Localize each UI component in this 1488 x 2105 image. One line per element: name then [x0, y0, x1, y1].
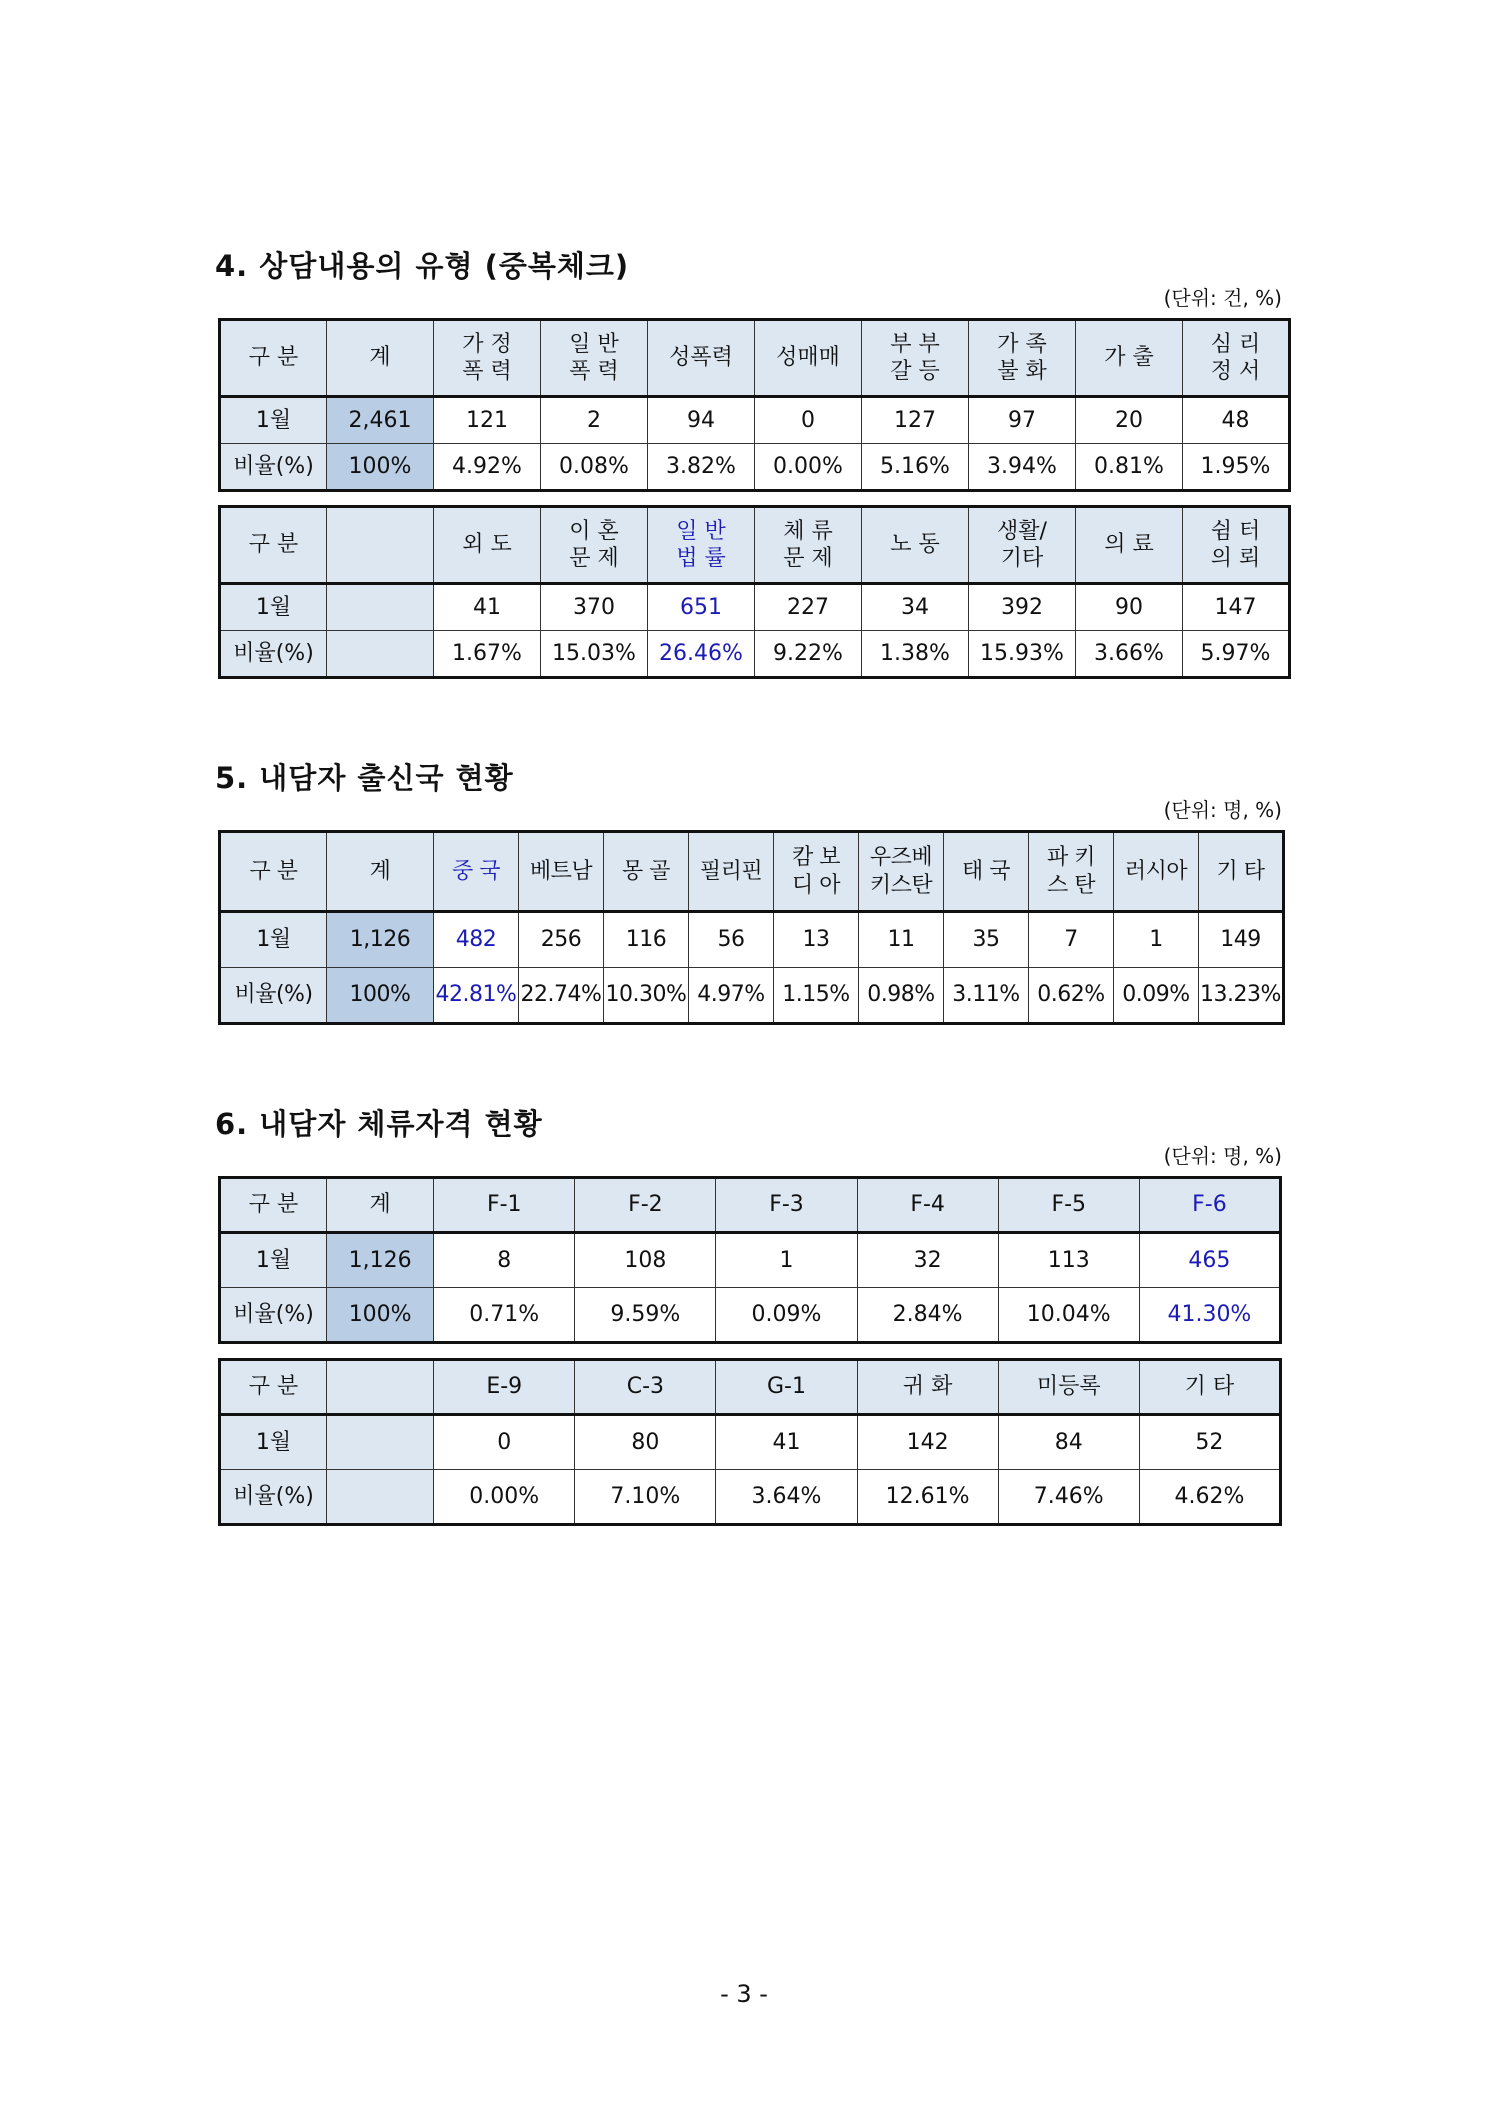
empty-cell [327, 631, 434, 678]
cell: 15.03% [541, 631, 648, 678]
empty-cell [327, 1470, 434, 1525]
row-label: 1월 [220, 397, 327, 444]
header-cell: 필리핀 [689, 832, 774, 912]
cell: 121 [434, 397, 541, 444]
cell: 465 [1139, 1233, 1280, 1288]
s4-table-1 [218, 318, 1291, 492]
table-row [220, 912, 1284, 968]
empty-cell [327, 1415, 434, 1470]
cell: 1.15% [774, 968, 859, 1024]
header-cell: 계 [327, 832, 434, 912]
cell: 41 [716, 1415, 857, 1470]
cell: 1.95% [1183, 444, 1290, 491]
header-cell: 가 족 불 화 [969, 320, 1076, 397]
cell: 22.74% [519, 968, 604, 1024]
header-cell: F-6 [1139, 1178, 1280, 1233]
header-cell: 쉼 터 의 뢰 [1183, 507, 1290, 584]
s5-table-1 [218, 830, 1285, 1025]
cell: 3.82% [648, 444, 755, 491]
table-row [220, 631, 1290, 678]
header-cell: F-5 [998, 1178, 1139, 1233]
table-row [220, 1470, 1281, 1525]
header-cell: 일 반 법 률 [648, 507, 755, 584]
section-6-title: 6. 내담자 체류자격 현황 [215, 1107, 543, 1141]
header-cell: 가 정 폭 력 [434, 320, 541, 397]
s4-table-2 [218, 505, 1291, 679]
header-cell: 이 혼 문 제 [541, 507, 648, 584]
cell: 9.22% [755, 631, 862, 678]
total-cell: 100% [327, 968, 434, 1024]
header-cell: 기 타 [1139, 1360, 1280, 1415]
cell: 3.11% [944, 968, 1029, 1024]
cell: 0.98% [859, 968, 944, 1024]
cell: 0.81% [1076, 444, 1183, 491]
cell: 1 [716, 1233, 857, 1288]
cell: 97 [969, 397, 1076, 444]
cell: 41.30% [1139, 1288, 1280, 1343]
table-row [220, 1415, 1281, 1470]
s6-table-1 [218, 1176, 1282, 1344]
cell: 42.81% [434, 968, 519, 1024]
cell: 0 [434, 1415, 575, 1470]
cell: 392 [969, 584, 1076, 631]
header-cell: 체 류 문 제 [755, 507, 862, 584]
row-label: 비율(%) [220, 1288, 327, 1343]
cell: 52 [1139, 1415, 1280, 1470]
header-cell: C-3 [575, 1360, 716, 1415]
cell: 13.23% [1199, 968, 1284, 1024]
cell: 4.62% [1139, 1470, 1280, 1525]
cell: 4.92% [434, 444, 541, 491]
cell: 1 [1114, 912, 1199, 968]
header-cell: 생활/ 기타 [969, 507, 1076, 584]
row-label: 비율(%) [220, 631, 327, 678]
table-row [220, 444, 1290, 491]
row-label: 비율(%) [220, 968, 327, 1024]
cell: 10.04% [998, 1288, 1139, 1343]
total-cell: 100% [327, 1288, 434, 1343]
cell: 113 [998, 1233, 1139, 1288]
header-cell: 외 도 [434, 507, 541, 584]
cell: 9.59% [575, 1288, 716, 1343]
cell: 41 [434, 584, 541, 631]
row-label: 비율(%) [220, 1470, 327, 1525]
cell: 10.30% [604, 968, 689, 1024]
header-cell: E-9 [434, 1360, 575, 1415]
cell: 0.08% [541, 444, 648, 491]
header-cell: 파 키 스 탄 [1029, 832, 1114, 912]
header-cell: G-1 [716, 1360, 857, 1415]
cell: 35 [944, 912, 1029, 968]
header-cell: 의 료 [1076, 507, 1183, 584]
cell: 12.61% [857, 1470, 998, 1525]
cell: 0.09% [1114, 968, 1199, 1024]
cell: 0.09% [716, 1288, 857, 1343]
cell: 0.00% [755, 444, 862, 491]
empty-cell [327, 1360, 434, 1415]
cell: 1.38% [862, 631, 969, 678]
table-row [220, 1288, 1281, 1343]
section-4-title: 4. 상담내용의 유형 (중복체크) [215, 249, 630, 283]
cell: 108 [575, 1233, 716, 1288]
cell: 3.66% [1076, 631, 1183, 678]
header-cell: 러시아 [1114, 832, 1199, 912]
cell: 256 [519, 912, 604, 968]
header-cell: 구 분 [220, 832, 327, 912]
cell: 5.16% [862, 444, 969, 491]
section-5-unit: (단위: 명, %) [1163, 798, 1282, 822]
header-cell: 성매매 [755, 320, 862, 397]
cell: 26.46% [648, 631, 755, 678]
cell: 149 [1199, 912, 1284, 968]
header-cell: 구 분 [220, 507, 327, 584]
header-cell: 노 동 [862, 507, 969, 584]
header-cell: 가 출 [1076, 320, 1183, 397]
cell: 13 [774, 912, 859, 968]
cell: 116 [604, 912, 689, 968]
s6-table-2 [218, 1358, 1282, 1526]
header-cell: 몽 골 [604, 832, 689, 912]
header-cell: 계 [327, 1178, 434, 1233]
header-cell: 우즈베 키스탄 [859, 832, 944, 912]
cell: 227 [755, 584, 862, 631]
cell: 1.67% [434, 631, 541, 678]
cell: 94 [648, 397, 755, 444]
total-cell: 100% [327, 444, 434, 491]
header-cell: 기 타 [1199, 832, 1284, 912]
header-cell: 구 분 [220, 320, 327, 397]
header-cell: 태 국 [944, 832, 1029, 912]
cell: 7 [1029, 912, 1114, 968]
cell: 3.94% [969, 444, 1076, 491]
cell: 7.10% [575, 1470, 716, 1525]
header-cell: 미등록 [998, 1360, 1139, 1415]
row-label: 1월 [220, 1415, 327, 1470]
cell: 2.84% [857, 1288, 998, 1343]
cell: 482 [434, 912, 519, 968]
header-cell: F-3 [716, 1178, 857, 1233]
header-cell: 심 리 정 서 [1183, 320, 1290, 397]
header-cell: 구 분 [220, 1178, 327, 1233]
cell: 147 [1183, 584, 1290, 631]
total-cell: 1,126 [327, 1233, 434, 1288]
table-row [220, 397, 1290, 444]
table-row [220, 584, 1290, 631]
cell: 11 [859, 912, 944, 968]
header-cell: 계 [327, 320, 434, 397]
total-cell: 1,126 [327, 912, 434, 968]
cell: 90 [1076, 584, 1183, 631]
cell: 34 [862, 584, 969, 631]
cell: 84 [998, 1415, 1139, 1470]
cell: 370 [541, 584, 648, 631]
empty-cell [327, 584, 434, 631]
cell: 0.62% [1029, 968, 1114, 1024]
header-cell: 캄 보 디 아 [774, 832, 859, 912]
cell: 0.00% [434, 1470, 575, 1525]
row-label: 1월 [220, 1233, 327, 1288]
header-cell: F-1 [434, 1178, 575, 1233]
header-cell: 귀 화 [857, 1360, 998, 1415]
header-cell: 일 반 폭 력 [541, 320, 648, 397]
cell: 20 [1076, 397, 1183, 444]
section-6-unit: (단위: 명, %) [1163, 1144, 1282, 1168]
page-number: - 3 - [720, 1980, 768, 2008]
cell: 8 [434, 1233, 575, 1288]
cell: 5.97% [1183, 631, 1290, 678]
row-label: 1월 [220, 912, 327, 968]
table-row [220, 1233, 1281, 1288]
row-label: 비율(%) [220, 444, 327, 491]
header-cell: 중 국 [434, 832, 519, 912]
total-cell: 2,461 [327, 397, 434, 444]
table-row [220, 968, 1284, 1024]
header-cell: F-2 [575, 1178, 716, 1233]
cell: 651 [648, 584, 755, 631]
cell: 48 [1183, 397, 1290, 444]
cell: 0.71% [434, 1288, 575, 1343]
cell: 4.97% [689, 968, 774, 1024]
header-cell: 베트남 [519, 832, 604, 912]
cell: 15.93% [969, 631, 1076, 678]
cell: 7.46% [998, 1470, 1139, 1525]
header-cell: F-4 [857, 1178, 998, 1233]
section-4-unit: (단위: 건, %) [1163, 286, 1282, 310]
header-cell: 구 분 [220, 1360, 327, 1415]
cell: 3.64% [716, 1470, 857, 1525]
header-cell: 부 부 갈 등 [862, 320, 969, 397]
empty-cell [327, 507, 434, 584]
cell: 56 [689, 912, 774, 968]
cell: 142 [857, 1415, 998, 1470]
header-cell: 성폭력 [648, 320, 755, 397]
cell: 127 [862, 397, 969, 444]
row-label: 1월 [220, 584, 327, 631]
cell: 0 [755, 397, 862, 444]
cell: 2 [541, 397, 648, 444]
section-5-title: 5. 내담자 출신국 현황 [215, 761, 514, 795]
cell: 32 [857, 1233, 998, 1288]
cell: 80 [575, 1415, 716, 1470]
